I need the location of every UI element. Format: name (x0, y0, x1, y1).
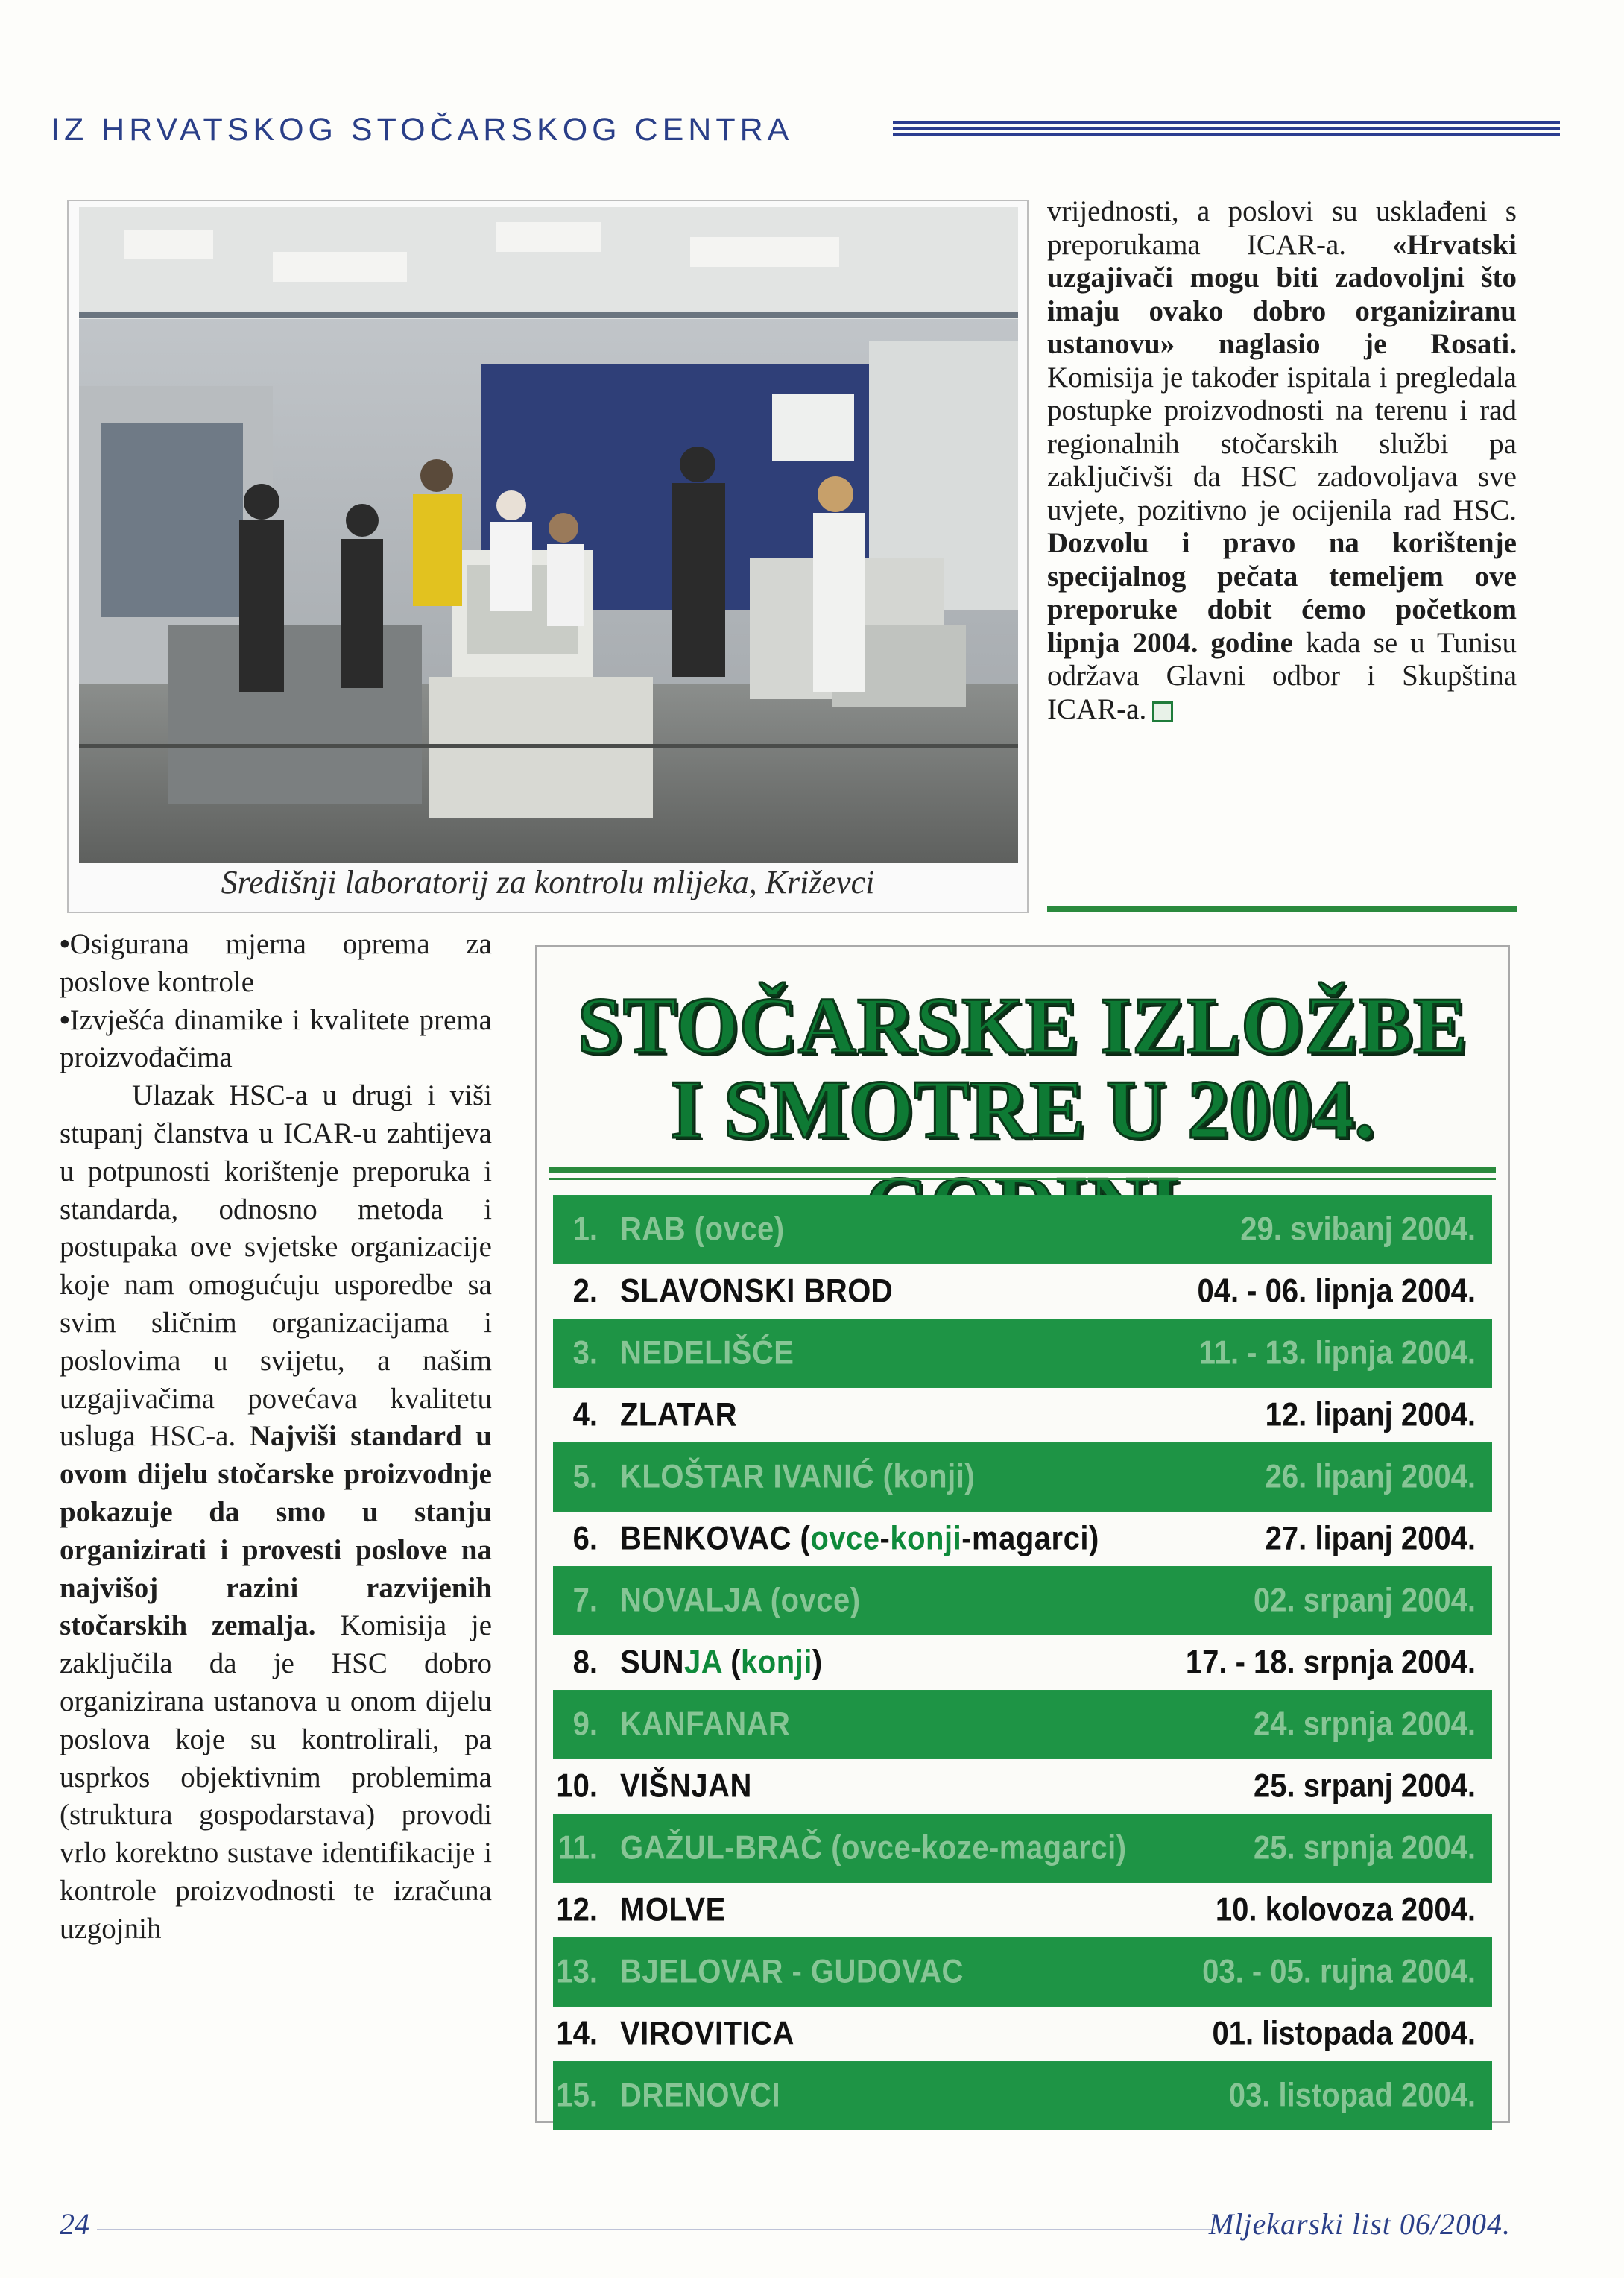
place-main: SUN (620, 1644, 684, 1681)
laboratory-photo (79, 207, 1018, 863)
row-place: NOVALJA (ovce) (620, 1582, 861, 1619)
title-rule (549, 1167, 1496, 1173)
left-paragraph (60, 1077, 492, 1948)
row-number: 1. (572, 1211, 598, 1248)
expo-schedule-box (535, 945, 1510, 2123)
bullet-item-1: • Osigurana mjerna oprema za poslove kontrole (60, 926, 492, 1002)
place-separator: - (879, 1520, 891, 1557)
left-text-2: Komisija je zaključila da je HSC dobro organizirana ustanova u onom dijelu poslova koje su kontrolirali, pa usprkos objektivnim problemima (struktura gospodarstava) provodi vrlo korektno sustave identifikacije i kontrole proizvodnosti te izračuna uzgojnih (60, 1609, 493, 1945)
publication-name: Mljekarski list 06/2004. (1208, 2207, 1511, 2241)
row-number: 15. (556, 2077, 598, 2114)
row-date: 01. listopada 2004. (1212, 2015, 1476, 2052)
green-divider (1047, 906, 1517, 912)
row-number: 8. (572, 1644, 598, 1681)
table-row (553, 1937, 1492, 2007)
right-text-1: vrijednosti, a poslovi su usklađeni s preporukama ICAR-a. (1047, 195, 1517, 261)
table-row (553, 1319, 1492, 1388)
row-date: 10. kolovoza 2004. (1215, 1891, 1476, 1928)
place-fragment: JA (683, 1644, 722, 1681)
end-of-article-icon (1152, 701, 1173, 722)
title-rule-thin (549, 1178, 1496, 1180)
row-place: ZLATAR (620, 1396, 738, 1433)
left-bold: Najviši standard u ovom dijelu stočarske proizvodnje pokazuje da smo u stanju organizirati i provesti poslove na najvišoj razini razvijenih stočarskih zemalja. (60, 1420, 492, 1642)
row-place: DRENOVCI (620, 2077, 781, 2114)
table-row (553, 1195, 1492, 1264)
row-number: 5. (572, 1458, 598, 1495)
row-place (620, 1644, 1186, 1681)
table-row (553, 1504, 1492, 1574)
footer-rule (97, 2229, 1215, 2230)
right-text-3: kada se u Tunisu održava Glavni odbor i Skupština ICAR-a. (1047, 626, 1517, 725)
row-place: KANFANAR (620, 1706, 791, 1743)
table-row (553, 2061, 1492, 2130)
right-paragraph (1047, 195, 1517, 726)
place-tail: -magarci) (961, 1520, 1099, 1557)
row-date: 03. listopad 2004. (1228, 2077, 1476, 2114)
row-place: MOLVE (620, 1891, 726, 1928)
row-place: NEDELIŠĆE (620, 1334, 794, 1372)
header-rule (893, 121, 1560, 143)
expo-table (553, 1199, 1492, 2127)
table-row (553, 1814, 1492, 1883)
row-place: VIROVITICA (620, 2015, 794, 2052)
row-date: 03. - 05. rujna 2004. (1202, 1953, 1476, 1990)
right-text-2: Komisija je također ispitala i pregledala postupke proizvodnosti na terenu i rad regionalnih stočarskih službi pa zaključivši da HSC zadovoljava sve uvjete, pozitivno je ocijenila rad HSC. (1047, 361, 1517, 526)
table-row (553, 1442, 1492, 1512)
row-place: KLOŠTAR IVANIĆ (konji) (620, 1458, 976, 1495)
expo-title-line-1: STOČARSKE IZLOŽBE (577, 982, 1468, 1070)
place-animal-1: ovce (810, 1520, 880, 1557)
row-place: VIŠNJAN (620, 1767, 752, 1805)
row-number: 11. (557, 1829, 598, 1867)
row-date: 27. lipanj 2004. (1265, 1520, 1476, 1557)
row-number: 7. (572, 1582, 598, 1619)
section-title: IZ HRVATSKOG STOČARSKOG CENTRA (51, 112, 794, 148)
place-animal: konji (741, 1644, 812, 1681)
photo-caption: Središnji laboratorij za kontrolu mlijeka, Križevci (221, 864, 875, 900)
row-date: 17. - 18. srpnja 2004. (1185, 1644, 1476, 1681)
row-number: 6. (572, 1520, 598, 1557)
table-row (553, 1628, 1492, 1697)
row-place: BJELOVAR - GUDOVAC (620, 1953, 964, 1990)
table-row (553, 1752, 1492, 1821)
row-date: 26. lipanj 2004. (1265, 1458, 1476, 1495)
row-date: 24. srpnja 2004. (1254, 1706, 1476, 1743)
row-date: 12. lipanj 2004. (1265, 1396, 1476, 1433)
right-column-text (1047, 195, 1517, 726)
left-column-text (60, 926, 492, 1949)
row-date: 29. svibanj 2004. (1240, 1211, 1476, 1248)
row-date: 25. srpanj 2004. (1254, 1767, 1476, 1805)
place-main: BENKOVAC ( (620, 1520, 811, 1557)
row-place: RAB (ovce) (620, 1211, 785, 1248)
row-number: 10. (556, 1767, 598, 1805)
table-row (553, 1999, 1492, 2069)
row-date: 04. - 06. lipnja 2004. (1197, 1272, 1476, 1310)
row-number: 2. (572, 1272, 598, 1310)
row-place: GAŽUL-BRAČ (ovce-koze-magarci) (620, 1829, 1127, 1867)
place-tail: ) (812, 1644, 823, 1681)
page-number: 24 (60, 2207, 89, 2241)
left-text-1: Ulazak HSC-a u drugi i viši stupanj članstva u ICAR-u zahtijeva u potpunosti korištenje preporuka i standarda, odnosno metoda i postupaka ove svjetske organizacije koje nam omogućuju usporedbe sa svim sličnim organizacijama i poslovima u svijetu, a našim uzgajivačima povećava kvalitetu usluga HSC-a. (60, 1079, 492, 1453)
row-date: 25. srpnja 2004. (1254, 1829, 1476, 1867)
place-separator: ( (721, 1644, 742, 1681)
row-number: 4. (572, 1396, 598, 1433)
table-row (553, 1875, 1492, 1945)
row-place (620, 1520, 1266, 1557)
right-bold-1: «Hrvatski uzgajivači mogu biti zadovoljni što imaju ovako dobro organiziranu ustanovu» naglasio je Rosati. (1047, 228, 1517, 360)
section-header (43, 112, 1565, 157)
table-row (553, 1257, 1492, 1326)
row-number: 3. (572, 1334, 598, 1372)
photo-figure (67, 200, 1029, 913)
right-bold-2: Dozvolu i pravo na korištenje specijalnog pečata temeljem ove preporuke dobit ćemo početkom lipnja 2004. godine (1047, 527, 1517, 659)
table-row (553, 1566, 1492, 1635)
table-row (553, 1690, 1492, 1759)
table-row (553, 1381, 1492, 1450)
row-date: 02. srpanj 2004. (1254, 1582, 1476, 1619)
place-animal-2: konji (890, 1520, 962, 1557)
row-place: SLAVONSKI BROD (620, 1272, 894, 1310)
bullet-item-2: • Izvješća dinamike i kvalitete prema proizvođačima (60, 1002, 492, 1078)
row-number: 13. (556, 1953, 598, 1990)
expo-title-line-2: I SMOTRE U 2004. (670, 1064, 1375, 1156)
row-date: 11. - 13. lipnja 2004. (1198, 1334, 1476, 1372)
row-number: 12. (556, 1891, 598, 1928)
row-number: 9. (572, 1706, 598, 1743)
row-number: 14. (556, 2015, 598, 2052)
